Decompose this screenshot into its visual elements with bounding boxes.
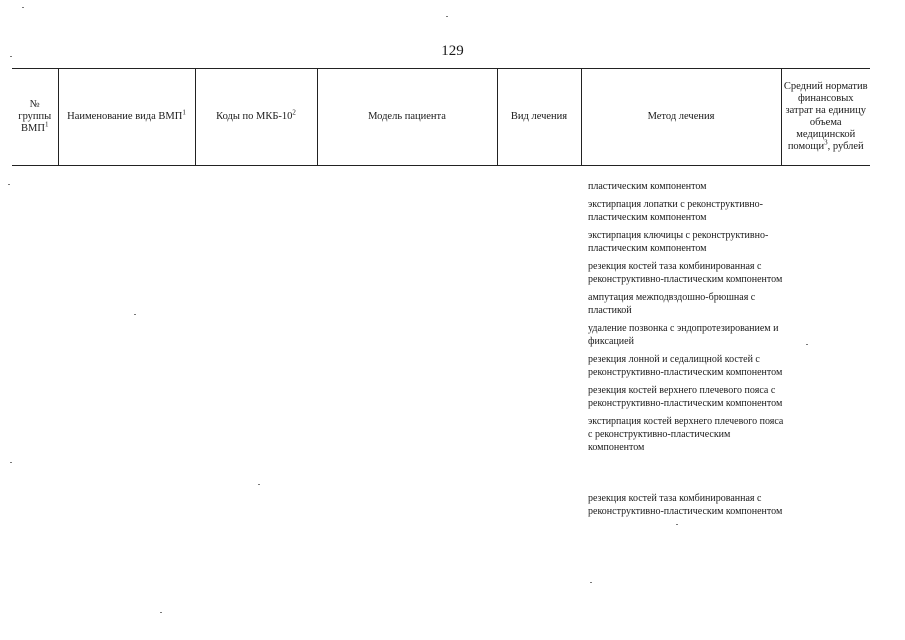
header-group-number-label: № группы ВМП (18, 99, 52, 134)
header-average-cost-unit: , рублей (827, 141, 864, 152)
header-average-cost-label: Средний норматив финансовых затрат на единицу объема медицинской помощи (783, 81, 868, 152)
list-item: экстирпация костей верхнего плечевого пояса с реконструктивно-пластическим компонентом (588, 416, 784, 453)
scan-speck (22, 7, 24, 8)
header-treatment-type-label: Вид лечения (510, 111, 568, 122)
footnote-mark: 2 (292, 108, 296, 117)
header-group-number (12, 69, 58, 166)
scan-speck (10, 56, 12, 57)
table-header (12, 68, 870, 166)
scan-speck (160, 612, 162, 613)
treatment-method-list (588, 180, 788, 523)
list-item: резекция лонной и седалищной костей с реконструктивно-пластическим компонентом (588, 354, 783, 378)
scan-speck (10, 462, 12, 463)
header-patient-model (317, 69, 497, 166)
header-vmp-name (58, 69, 195, 166)
scan-speck (676, 524, 678, 525)
header-treatment-method (581, 69, 781, 166)
header-vmp-name-label: Наименование вида ВМП (67, 111, 183, 122)
footnote-mark: 1 (44, 120, 49, 129)
list-item: экстирпация ключицы с реконструктивно-пластическим компонентом (588, 230, 769, 254)
list-item: резекция костей верхнего плечевого пояса с реконструктивно-пластическим компонентом (588, 385, 783, 409)
header-icd-codes-label: Коды по МКБ-10 (216, 111, 293, 122)
header-average-cost (781, 69, 870, 166)
list-item: резекция костей таза комбинированная с реконструктивно-пластическим компонентом (588, 493, 783, 517)
list-item: пластическим компонентом (588, 181, 707, 192)
list-item: экстирпация лопатки с реконструктивно-пластическим компонентом (588, 199, 763, 223)
scan-speck (446, 16, 448, 17)
page-number: 129 (441, 43, 464, 59)
header-patient-model-label: Модель пациента (368, 111, 446, 122)
scan-speck (590, 582, 592, 583)
scan-speck (8, 184, 10, 185)
header-treatment-method-label: Метод лечения (647, 111, 715, 122)
list-item: резекция костей таза комбинированная с реконструктивно-пластическим компонентом (588, 261, 783, 285)
scan-speck (806, 344, 808, 345)
footnote-mark: 3 (824, 138, 828, 147)
header-treatment-type (497, 69, 581, 166)
scan-speck (258, 484, 260, 485)
list-item: ампутация межподвздошно-брюшная с пластикой (588, 292, 756, 316)
list-item: удаление позвонка с эндопротезированием и фиксацией (588, 323, 779, 347)
header-icd-codes (195, 69, 317, 166)
scan-speck (134, 314, 136, 315)
footnote-mark: 1 (182, 108, 186, 117)
